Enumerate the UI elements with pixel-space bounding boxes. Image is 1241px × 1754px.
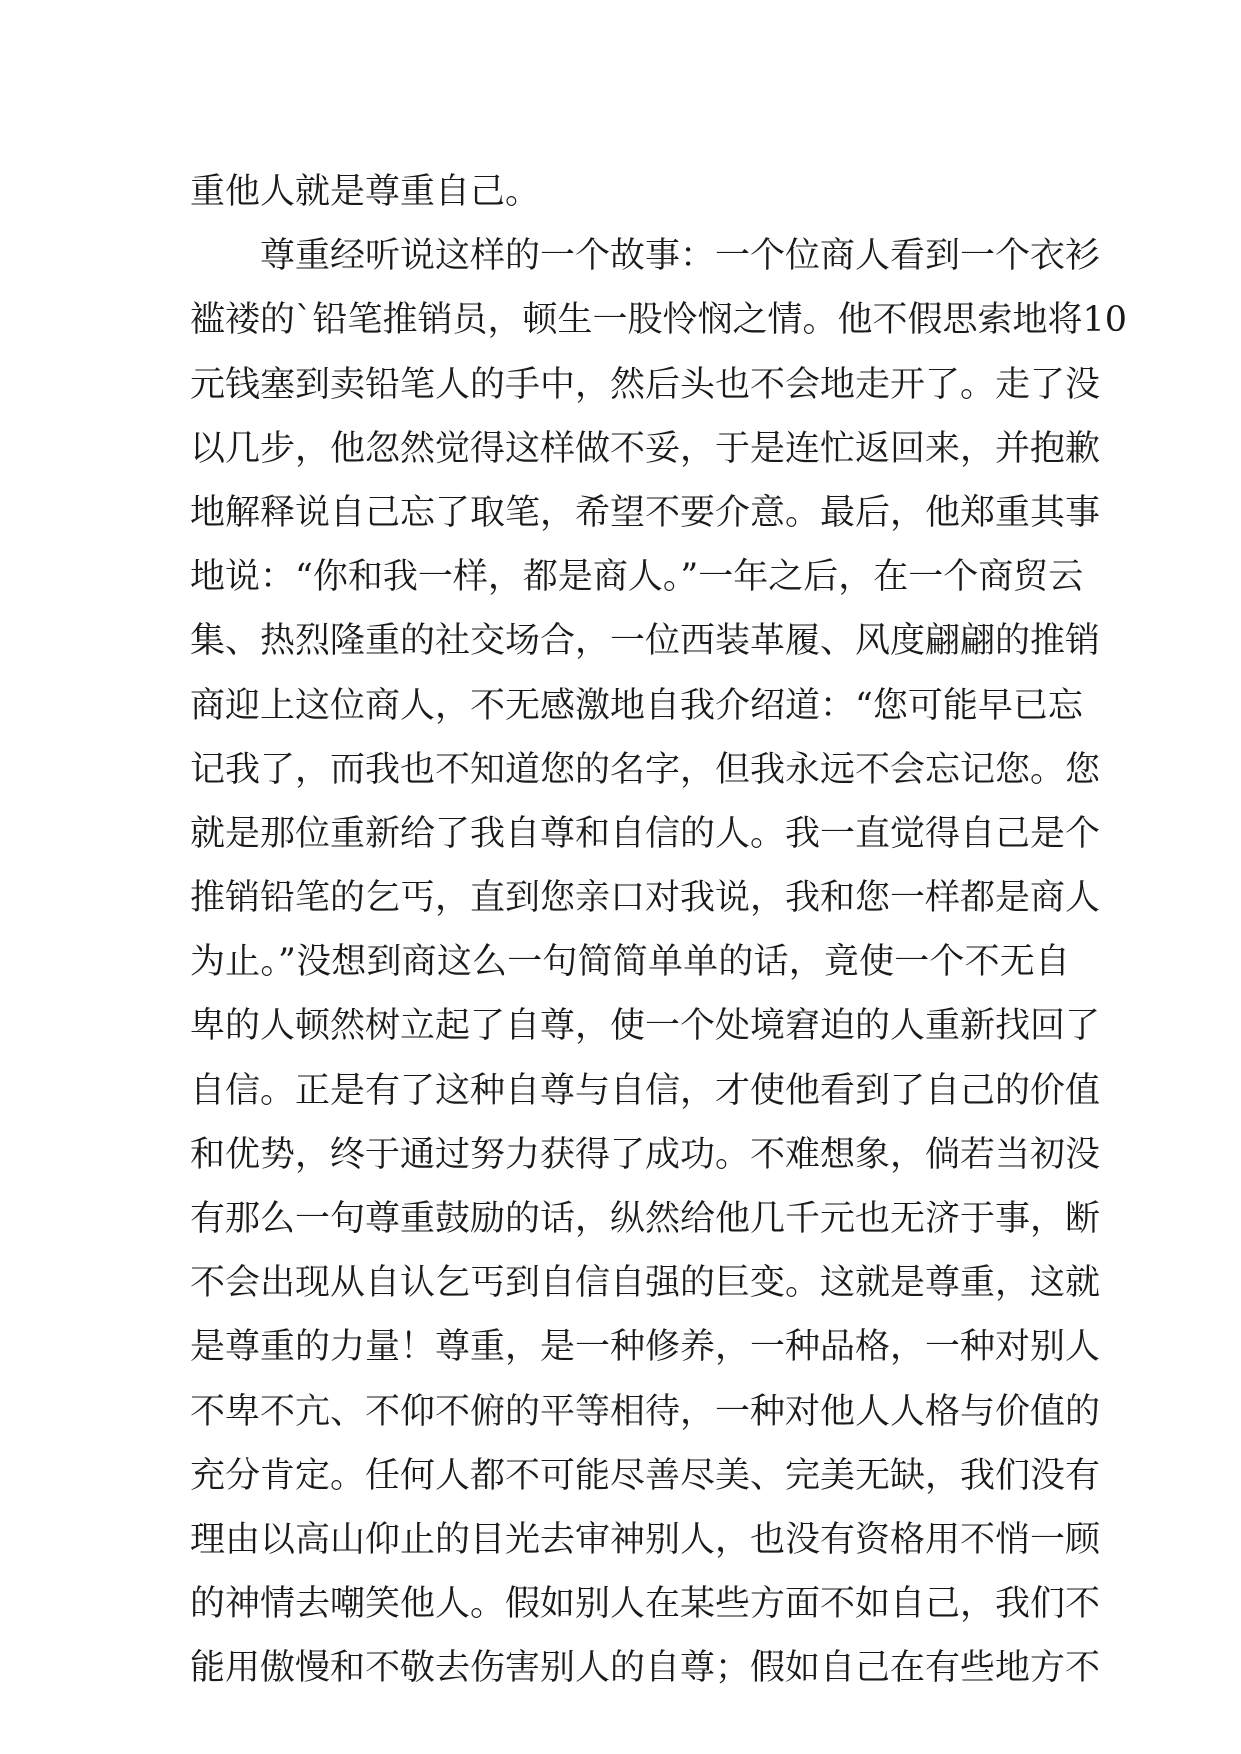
text-line: 有那么一句尊重鼓励的话，纵然给他几千元也无济于事，断 [190,1199,1101,1239]
text-line: 推销铅笔的乞丐，直到您亲口对我说，我和您一样都是商人 [190,878,1101,919]
text-line: 地解释说自己忘了取笔，希望不要介意。最后，他郑重其事 [190,492,1101,533]
text-line: 褴褛的`铅笔推销员，顿生一股怜悯之情。他不假思索地将10 [190,300,1128,341]
text-line: 重他人就是尊重自己。 [190,172,541,212]
text-line: 记我了，而我也不知道您的名字，但我永远不会忘记您。您 [190,749,1101,790]
text-line: 地说：“你和我一样，都是商人。”一年之后，在一个商贸云 [190,557,1084,598]
text-line: 不卑不亢、不仰不俯的平等相待，一种对他人人格与价值的 [190,1391,1101,1432]
text-line: 以几步，他忽然觉得这样做不妥，于是连忙返回来，并抱歉 [190,428,1101,469]
text-line: 为止。”没想到商这么一句简简单单的话，竟使一个不无自 [190,942,1070,983]
text-line: 的神情去嘲笑他人。假如别人在某些方面不如自己，我们不 [190,1584,1101,1625]
text-line: 不会出现从自认乞丐到自信自强的巨变。这就是尊重，这就 [190,1263,1101,1304]
text-line: 理由以高山仰止的目光去审神别人，也没有资格用不悄一顾 [190,1519,1101,1560]
text-line: 充分肯定。任何人都不可能尽善尽美、完美无缺，我们没有 [190,1455,1101,1496]
text-line: 自信。正是有了这种自尊与自信，才使他看到了自己的价值 [190,1070,1101,1111]
text-line: 能用傲慢和不敬去伤害别人的自尊；假如自己在有些地方不 [190,1648,1101,1689]
text-line: 卑的人顿然树立起了自尊，使一个处境窘迫的人重新找回了 [190,1006,1101,1047]
paragraph-first-line: 尊重经听说这样的一个故事：一个位商人看到一个衣衫 [260,236,1101,277]
text-line: 和优势，终于通过努力获得了成功。不难想象，倘若当初没 [190,1134,1101,1175]
text-line: 就是那位重新给了我自尊和自信的人。我一直觉得自己是个 [190,813,1101,854]
text-line: 是尊重的力量！尊重，是一种修养，一种品格，一种对别人 [190,1327,1101,1368]
text-line: 元钱塞到卖铅笔人的手中，然后头也不会地走开了。走了没 [190,364,1101,405]
text-line: 商迎上这位商人，不无感激地自我介绍道：“您可能早已忘 [190,685,1083,726]
body-text [190,160,1128,1701]
text-line: 集、热烈隆重的社交场合，一位西装革履、风度翩翩的推销 [190,621,1101,662]
